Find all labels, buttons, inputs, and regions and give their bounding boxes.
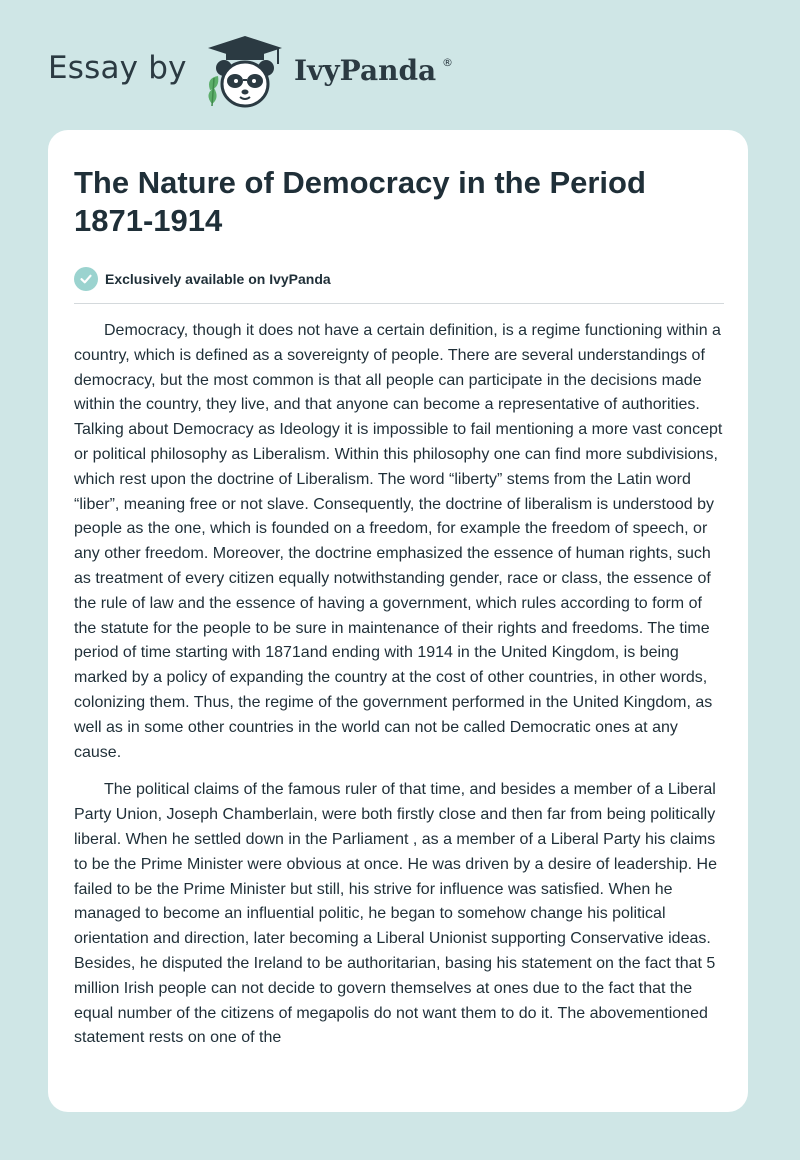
essay-card xyxy=(48,130,748,1112)
essay-body xyxy=(74,319,728,1064)
exclusive-badge-label: Exclusively available on IvyPanda xyxy=(105,271,331,287)
essay-paragraph: Democracy, though it does not have a certain definition, is a regime functioning within a country, which is defined as a sovereignty of people. There are several understandings of democracy, but the most common is that all people can participate in the decisions made within the country, they live, and that anyone can become a representative of authorities. Talking about Democracy as Ideology it is impossible to fail mentioning a more vast concept or political philosophy as Liberalism. Within this philosophy one can find more subdivisions, which rest upon the doctrine of Liberalism. The word “liberty” stems from the Latin word “liber”, meaning free or not slave. Consequently, the doctrine of liberalism is understood by people as the one, which is founded on a freedom, for example the freedom of speech, or any other freedom. Moreover, the doctrine emphasized the essence of human rights, such as treatment of every citizen equally notwithstanding gender, race or class, the essence of the rule of law and the essence of having a government, which rules according to form of the statute for the people to be sure in maintenance of their rights and freedoms. The time period of time starting with 1871and ending with 1914 in the United Kingdom, is being marked by a policy of expanding the country at the cost of other countries, in other words, colonizing them. Thus, the regime of the government performed in the United Kingdom, as well as in some other countries in the world can not be called Democratic ones at any cause. xyxy=(74,322,723,761)
check-circle-icon xyxy=(74,267,98,291)
exclusive-badge xyxy=(74,266,331,292)
registered-mark: ® xyxy=(442,56,453,69)
essay-paragraph: The political claims of the famous ruler of that time, and besides a member of a Liberal Party Union, Joseph Chamberlain, were both firstly close and then far from being politically liberal. When he settled down in the Parliament , as a member of a Liberal Party his claims to be the Prime Minister were obvious at once. He was driven by a desire of leadership. He failed to be the Prime Minister but still, his strive for influence was satisfied. When he managed to become an influential politic, he began to somehow change his political orientation and direction, later becoming a Liberal Unionist supporting Conservative ideas. Besides, he disputed the Ireland to be authoritarian, basing his statement on the fact that 5 million Irish people can not decide to govern themselves at ones due to the fact that the equal number of the citizens of megapolis do not want them to do it. The abovementioned statement rests on one of the xyxy=(74,781,717,1047)
brand-name[interactable]: IvyPanda xyxy=(294,54,437,87)
panda-graduate-logo-icon[interactable] xyxy=(200,34,290,110)
divider xyxy=(74,303,724,304)
site-header xyxy=(0,0,800,128)
page-title: The Nature of Democracy in the Period 1871-1914 xyxy=(74,165,646,238)
essay-by-label: Essay by xyxy=(48,50,187,86)
